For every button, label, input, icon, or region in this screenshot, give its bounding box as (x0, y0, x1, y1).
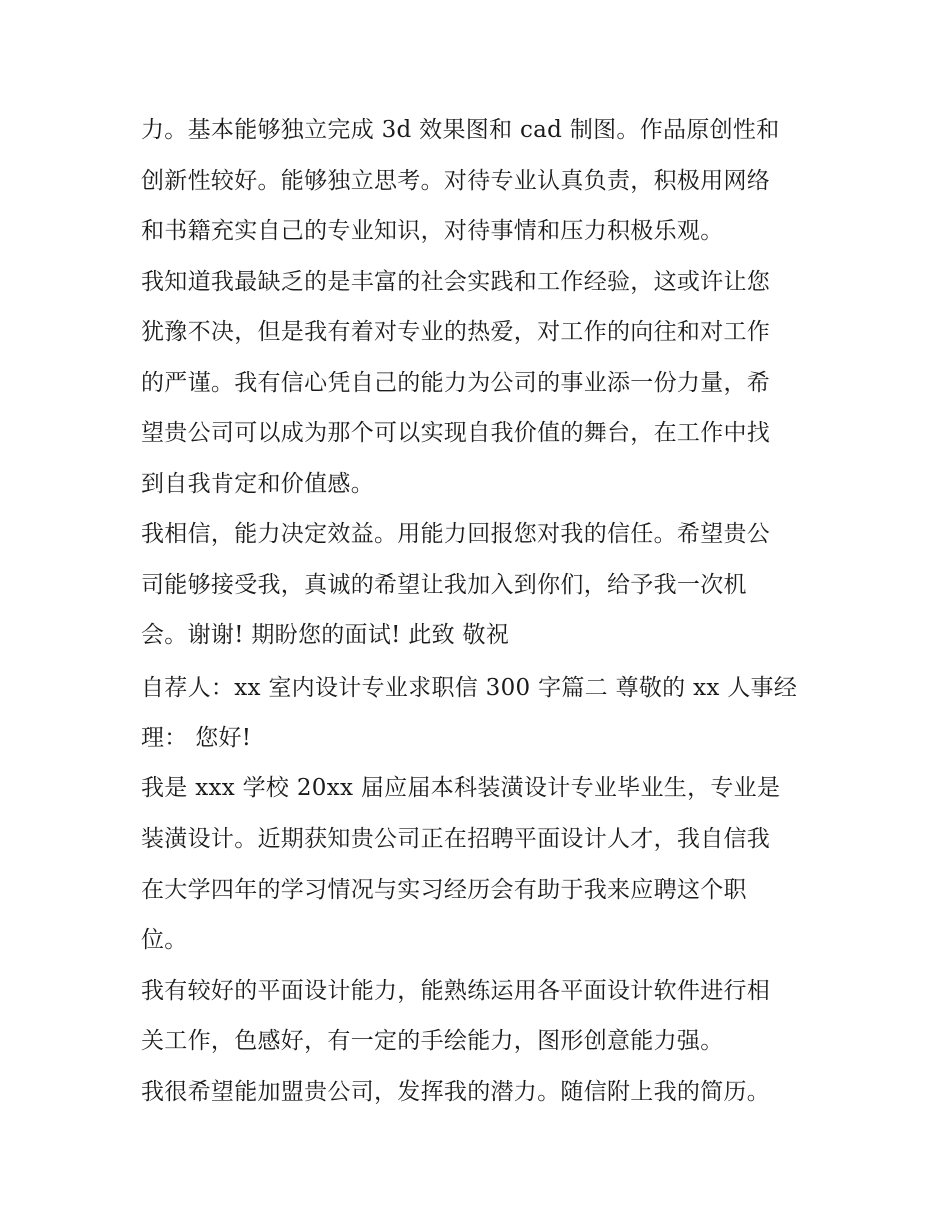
text-line: 自荐人：xx 室内设计专业求职信 300 字篇二 尊敬的 xx 人事经 (141, 675, 798, 701)
text-line: 会。谢谢! 期盼您的面试! 此致 敬祝 (141, 622, 510, 648)
text-line: 我有较好的平面设计能力，能熟练运用各平面设计软件进行相 (141, 978, 771, 1004)
text-line: 的严谨。我有信心凭自己的能力为公司的事业添一份力量，希 (141, 370, 771, 396)
text-line: 创新性较好。能够独立思考。对待专业认真负责，积极用网络 (141, 168, 771, 194)
text-line: 力。基本能够独立完成 3d 效果图和 cad 制图。作品原创性和 (141, 117, 780, 143)
text-line: 关工作，色感好，有一定的手绘能力，图形创意能力强。 (141, 1028, 724, 1054)
text-line: 和书籍充实自己的专业知识，对待事情和压力积极乐观。 (141, 218, 724, 244)
text-line: 装潢设计。近期获知贵公司正在招聘平面设计人才，我自信我 (141, 826, 771, 852)
text-line: 我很希望能加盟贵公司，发挥我的潜力。随信附上我的简历。 (141, 1079, 771, 1105)
text-line: 我是 xxx 学校 20xx 届应届本科装潢设计专业毕业生，专业是 (141, 775, 781, 801)
text-line: 我知道我最缺乏的是丰富的社会实践和工作经验，这或许让您 (141, 269, 771, 295)
text-line: 司能够接受我，真诚的希望让我加入到你们，给予我一次机 (141, 572, 747, 598)
text-line: 到自我肯定和价值感。 (141, 471, 374, 497)
text-line: 我相信，能力决定效益。用能力回报您对我的信任。希望贵公 (141, 521, 771, 547)
text-line: 位。 (141, 927, 188, 953)
text-line: 在大学四年的学习情况与实习经历会有助于我来应聘这个职 (141, 877, 747, 903)
text-line: 望贵公司可以成为那个可以实现自我价值的舞台，在工作中找 (141, 420, 771, 446)
text-line: 犹豫不决，但是我有着对专业的热爱，对工作的向往和对工作 (141, 319, 771, 345)
text-line: 理： 您好! (141, 725, 252, 751)
